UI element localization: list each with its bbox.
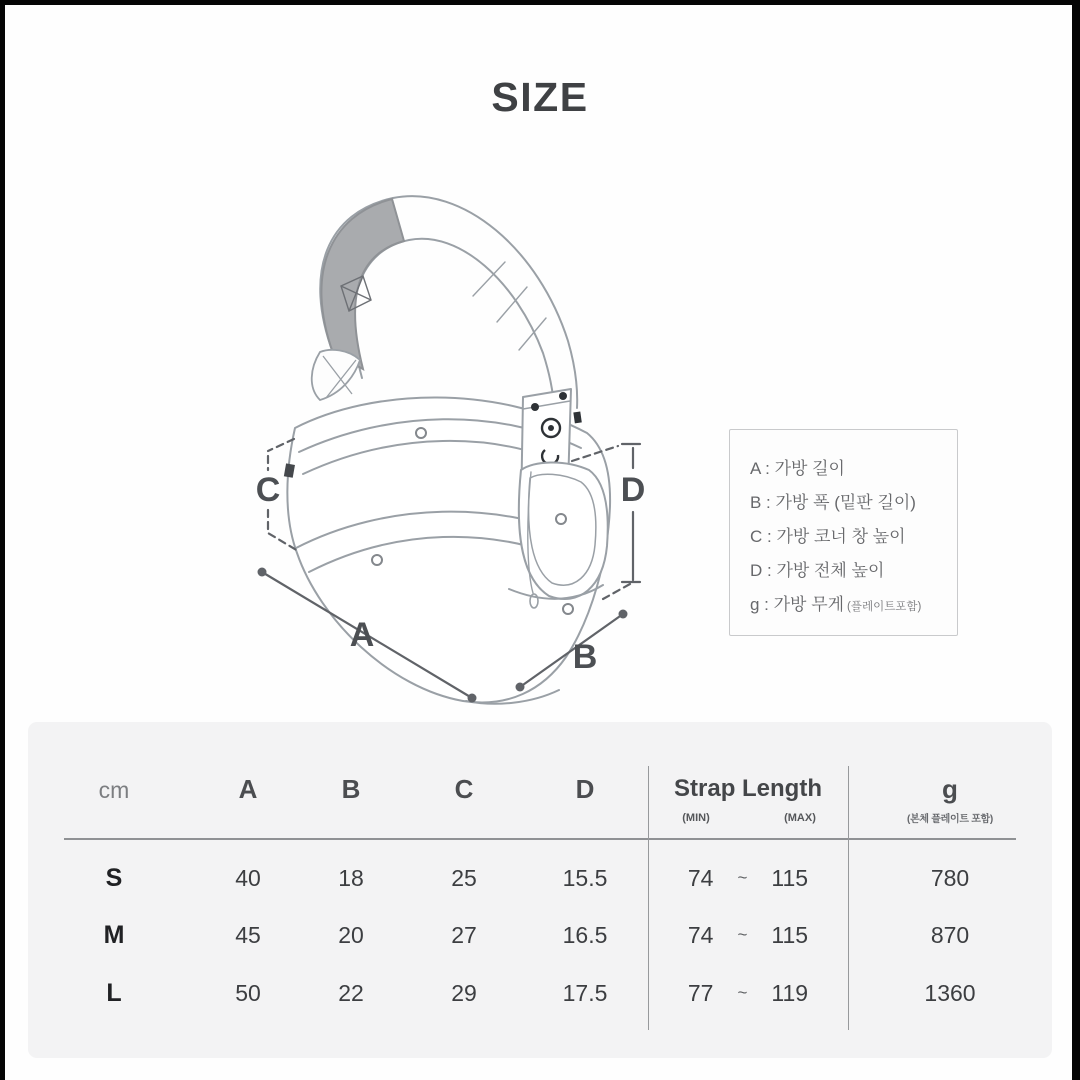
strap-max-value: 119 [771,979,809,1006]
value-c: 27 [451,921,477,948]
legend-text: A : 가방 길이 [750,459,845,478]
value-b: 20 [338,921,364,948]
strap-range [648,980,848,1007]
tilde: ~ [737,983,748,1002]
snap-dot [559,392,567,400]
value-a: 40 [235,864,261,891]
header-col-c: C [454,774,474,804]
weight-value: 1360 [924,979,976,1006]
mesh-gusset [312,350,360,400]
weight-value: 870 [930,921,970,948]
value-a: 45 [235,921,261,948]
legend-text: D : 가방 전체 높이 [750,561,885,580]
header-col-d: D [575,774,595,804]
value-d: 15.5 [562,864,608,891]
table-header-row [28,774,1052,836]
strap-min-value: 74 [687,921,714,948]
value-c: 25 [451,864,477,891]
legend-text: B : 가방 폭 (밑판 길이) [750,493,916,512]
legend-text: g : 가방 무게 [750,595,845,614]
strap-pad [321,199,404,369]
value-d: 17.5 [562,979,608,1006]
strap-min-label: (MIN) [682,812,710,824]
legend-item-g [750,588,947,622]
header-strap-length [648,774,848,836]
strap-min-value: 77 [687,979,714,1006]
weight-value: 780 [930,864,970,891]
strap-range [648,865,848,892]
header-weight [848,774,1052,836]
legend-text: C : 가방 코너 창 높이 [750,527,906,546]
legend-box [729,429,958,636]
strap-max-value: 115 [771,921,809,948]
value-b: 18 [338,864,364,891]
strap-max-value: 115 [771,864,809,891]
value-c: 29 [451,979,477,1006]
tilde: ~ [737,868,748,887]
dimension-label-b: B [572,638,598,676]
size-label: L [106,978,122,1007]
weight-note: (본체 플레이트 포함) [907,814,993,825]
table-row-l [28,973,1052,1013]
legend-item-a [750,452,947,486]
strap-length-title: Strap Length [674,775,822,802]
value-a: 50 [235,979,261,1006]
legend-item-d [750,554,947,588]
header-divider-line [64,838,1016,840]
size-table-panel [28,722,1052,1058]
weight-title: g [942,774,958,804]
strap-max-label: (MAX) [784,812,816,824]
legend-note: (플레이트포함) [847,601,922,613]
size-label: S [105,863,123,892]
legend-item-c [750,520,947,554]
table-row-s [28,858,1052,898]
dimension-label-a: A [349,616,375,654]
dimension-label-d: D [620,471,646,509]
strap-min-value: 74 [687,864,714,891]
snap-dot [531,403,539,411]
header-col-b: B [341,774,361,804]
page-title: SIZE [491,74,589,120]
table-row-m [28,915,1052,955]
value-b: 22 [338,979,364,1006]
tilde: ~ [737,925,748,944]
header-col-a: A [238,774,258,804]
dimension-label-c: C [255,471,281,509]
legend-item-b [750,486,947,520]
strap-range [648,922,848,949]
value-d: 16.5 [562,921,608,948]
size-label: M [103,920,125,949]
header-unit: cm [98,777,130,803]
